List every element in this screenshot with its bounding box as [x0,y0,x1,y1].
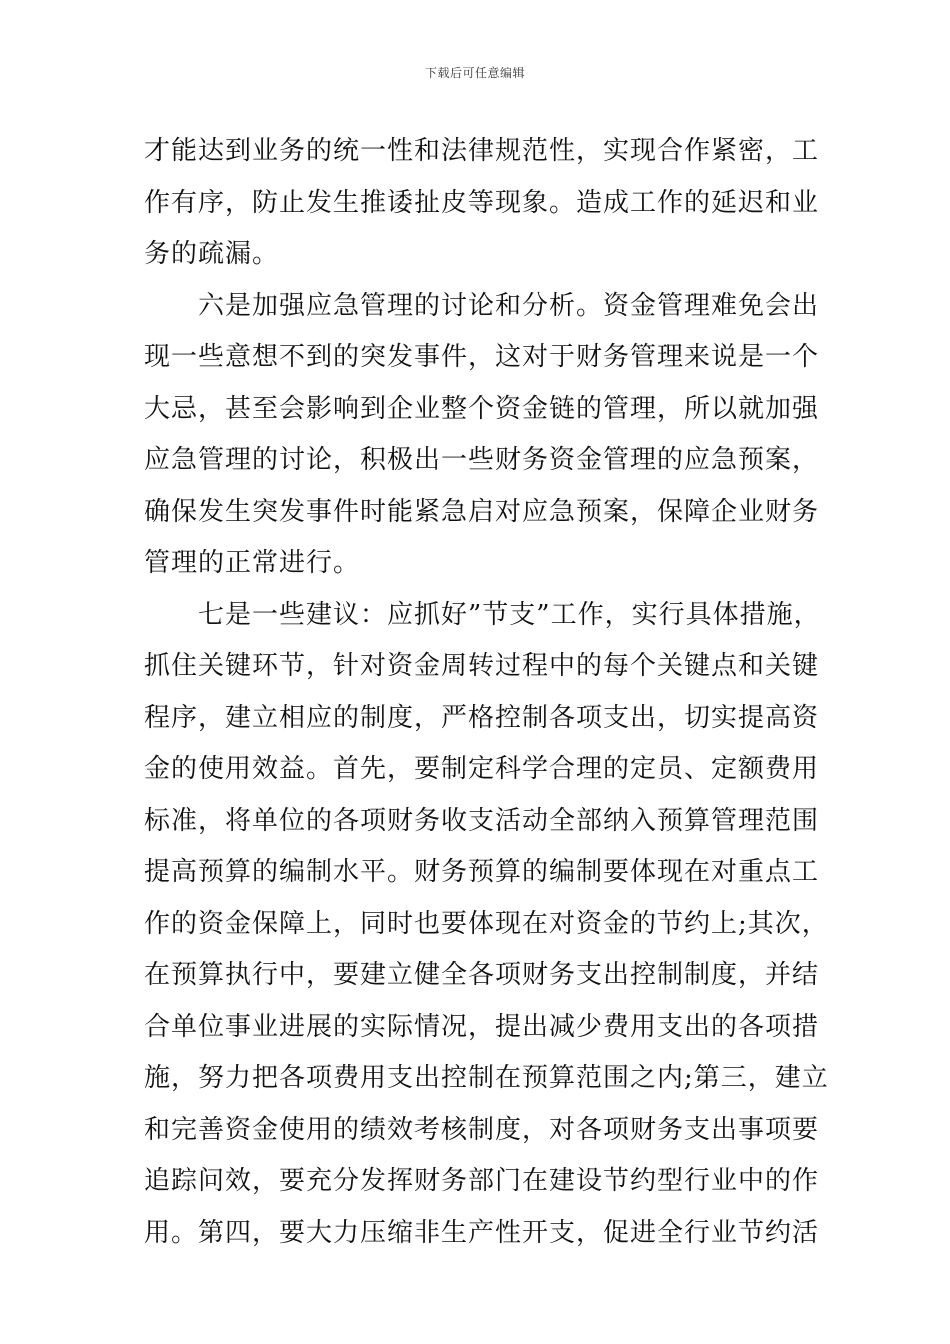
text-line: 七是一些建议：应抓好”节支”工作，实行具体措施， [198,599,821,630]
text-line: 程序，建立相应的制度，严格控制各项支出，切实提高资 [144,702,820,733]
text-line: 用。第四，要大力压缩非生产性开支，促进全行业节约活 [144,1217,820,1248]
text-line: 标准，将单位的各项财务收支活动全部纳入预算管理范围 [144,805,820,836]
text-line: 现一些意想不到的突发事件，这对于财务管理来说是一个 [144,342,820,372]
text-line: 大忌，甚至会影响到企业整个资金链的管理，所以就加强 [144,393,820,424]
text-line: 和完善资金使用的绩效考核制度，对各项财务支出事项要 [144,1114,820,1145]
text-line: 追踪问效，要充分发挥财务部门在建设节约型行业中的作 [144,1166,820,1196]
text-line: 务的疏漏。 [144,239,280,269]
text-line: 抓住关键环节，针对资金周转过程中的每个关键点和关键 [144,651,820,681]
text-line: 作有序，防止发生推诿扯皮等现象。造成工作的延迟和业 [144,187,820,218]
text-line: 管理的正常进行。 [144,548,361,578]
page-header: 下载后可任意编辑 [424,66,525,80]
text-line: 六是加强应急管理的讨论和分析。资金管理难免会出 [198,290,820,321]
document-body [144,126,829,1259]
text-line: 应急管理的讨论，积极出一些财务资金管理的应急预案， [144,445,820,475]
text-line: 在预算执行中，要建立健全各项财务支出控制制度，并结 [144,960,820,990]
text-line: 才能达到业务的统一性和法律规范性，实现合作紧密，工 [144,136,820,166]
text-line: 施，努力把各项费用支出控制在预算范围之内;第三，建立 [144,1063,829,1093]
text-line: 确保发生突发事件时能紧急启对应急预案，保障企业财务 [144,496,820,527]
text-line: 金的使用效益。首先，要制定科学合理的定员、定额费用 [144,754,820,784]
text-line: 作的资金保障上，同时也要体现在对资金的节约上;其次， [144,908,829,939]
text-line: 提高预算的编制水平。财务预算的编制要体现在对重点工 [144,857,820,887]
text-line: 合单位事业进展的实际情况，提出减少费用支出的各项措 [144,1011,820,1042]
